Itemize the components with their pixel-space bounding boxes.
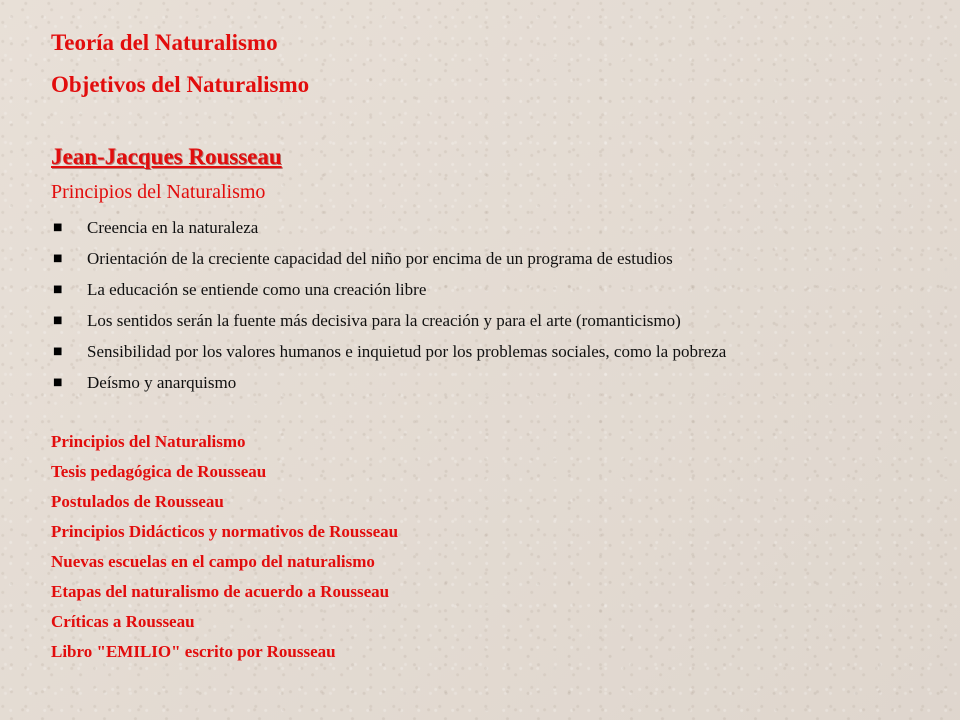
square-bullet-icon: ■ (53, 221, 63, 233)
square-bullet-icon: ■ (53, 314, 63, 326)
principles-heading: Principios del Naturalismo (51, 181, 266, 203)
bullet-item (53, 212, 933, 243)
link-tesis-pedagogica[interactable]: Tesis pedagógica de Rousseau (51, 462, 267, 481)
bullet-item (53, 367, 933, 398)
square-bullet-icon: ■ (53, 376, 63, 388)
bullet-item (53, 336, 933, 367)
author-heading: Jean-Jacques Rousseau (51, 144, 282, 169)
square-bullet-icon: ■ (53, 345, 63, 357)
link-etapas-naturalismo[interactable]: Etapas del naturalismo de acuerdo a Rousseau (51, 582, 390, 601)
square-bullet-icon: ■ (53, 252, 63, 264)
bullet-text: Deísmo y anarquismo (87, 372, 237, 392)
link-criticas[interactable]: Críticas a Rousseau (51, 612, 195, 631)
link-principios-naturalismo[interactable]: Principios del Naturalismo (51, 432, 246, 451)
topic-link-list (51, 427, 398, 667)
bullet-text: Orientación de la creciente capacidad del niño por encima de un programa de estudios (87, 248, 673, 268)
bullet-item (53, 274, 933, 305)
bullet-text: Sensibilidad por los valores humanos e inquietud por los problemas sociales, como la pobreza (87, 341, 727, 361)
heading-theory: Teoría del Naturalismo (51, 30, 278, 55)
principles-bullet-list (53, 212, 933, 398)
link-postulados[interactable]: Postulados de Rousseau (51, 492, 224, 511)
link-principios-didacticos[interactable]: Principios Didácticos y normativos de Rousseau (51, 522, 399, 541)
bullet-text: Creencia en la naturaleza (87, 217, 259, 237)
square-bullet-icon: ■ (53, 283, 63, 295)
link-libro-emilio[interactable]: Libro "EMILIO" escrito por Rousseau (51, 642, 336, 661)
heading-objectives: Objetivos del Naturalismo (51, 72, 310, 97)
link-nuevas-escuelas[interactable]: Nuevas escuelas en el campo del naturalismo (51, 552, 375, 571)
bullet-text: Los sentidos serán la fuente más decisiva para la creación y para el arte (romanticismo) (87, 310, 681, 330)
bullet-text: La educación se entiende como una creación libre (87, 279, 427, 299)
bullet-item (53, 243, 933, 274)
bullet-item (53, 305, 933, 336)
